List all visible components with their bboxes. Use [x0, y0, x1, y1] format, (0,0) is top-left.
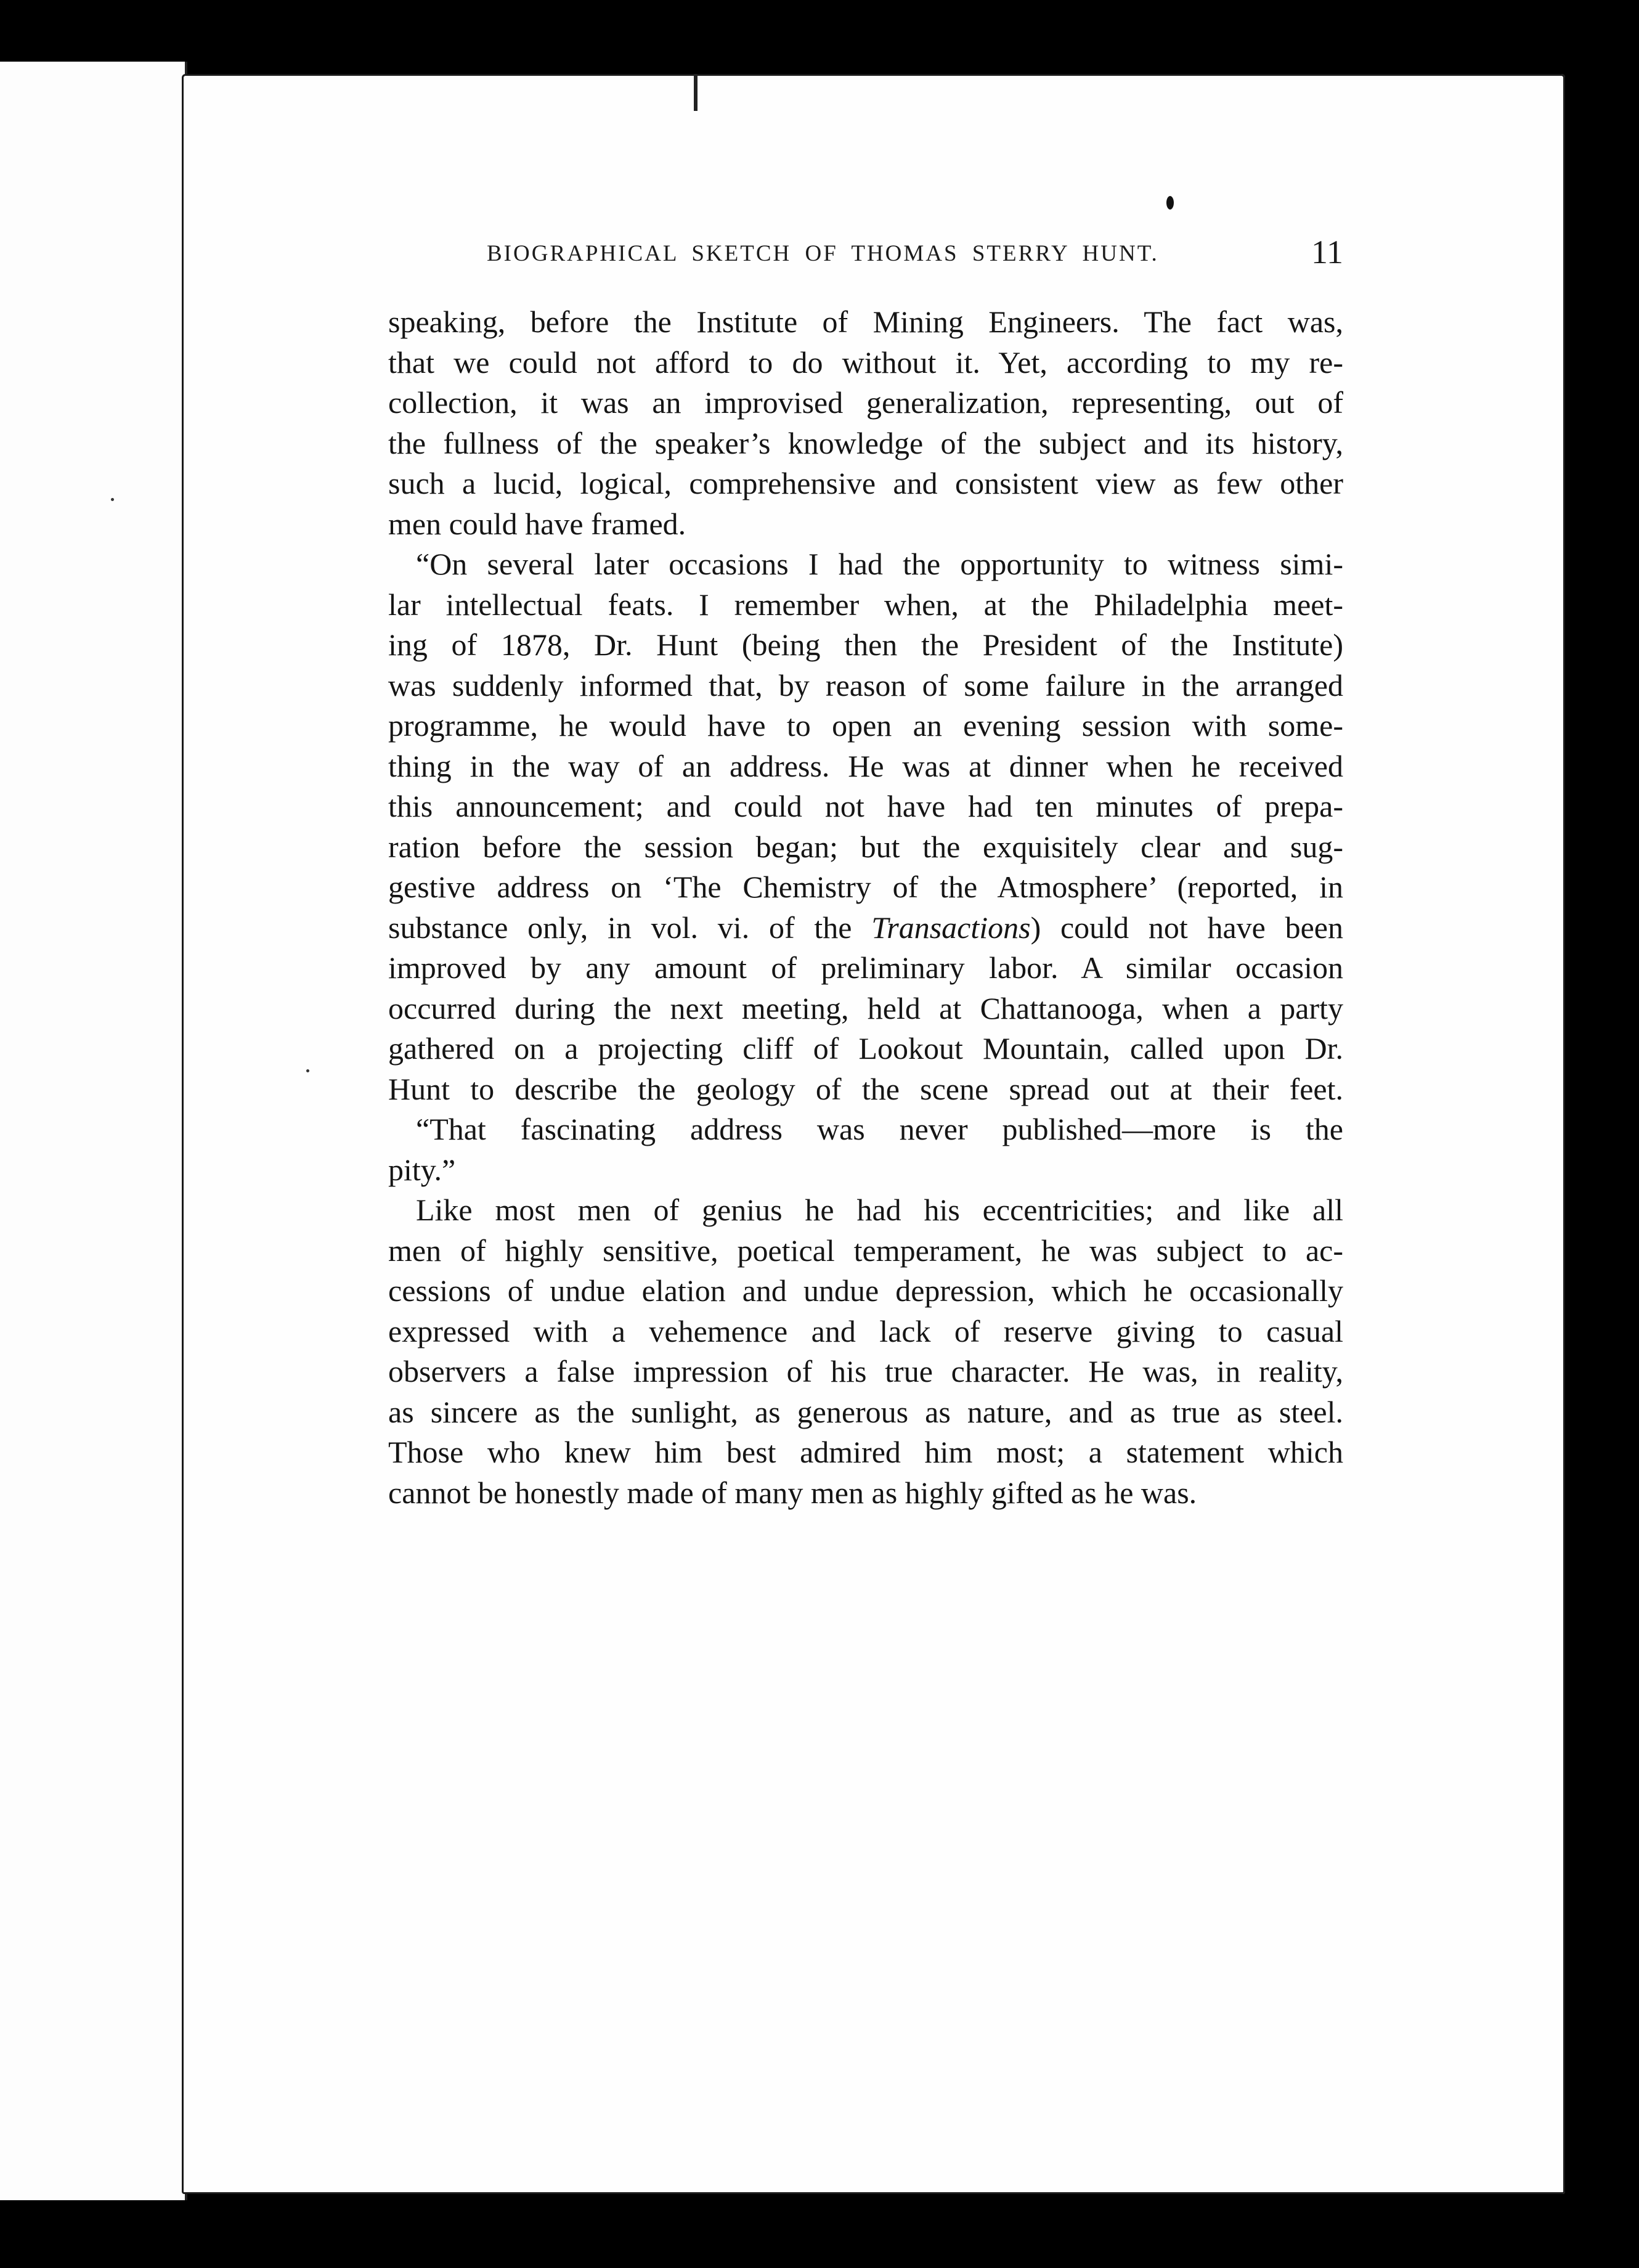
text-line: “On several later occasions I had the opportunity to witness simi- — [416, 547, 1343, 581]
text-line: Hunt to describe the geology of the scene spread out at their feet. — [388, 1071, 1343, 1106]
text-line: this announcement; and could not have had ten minutes of prepa- — [388, 789, 1343, 823]
previous-page-edge — [0, 62, 187, 2200]
speck-mark — [306, 1069, 309, 1072]
text-line: “That fascinating address was never published—more is the — [416, 1112, 1343, 1146]
text-line: as sincere as the sunlight, as generous as nature, and as true as steel. — [388, 1394, 1343, 1429]
page-header — [487, 233, 1343, 276]
text-line: programme, he would have to open an evening session with some- — [388, 708, 1343, 743]
text-line: such a lucid, logical, comprehensive and consistent view as few other — [388, 466, 1343, 500]
text-line: pity.” — [388, 1152, 456, 1187]
page-number: 11 — [1311, 234, 1343, 271]
text-line: men of highly sensitive, poetical temperament, he was subject to ac- — [388, 1233, 1343, 1268]
text-line: collection, it was an improvised generalization, representing, out of — [388, 385, 1343, 420]
text-line: substance only, in vol. vi. of the Transactions) could not have been — [388, 910, 1343, 945]
text-line: Like most men of genius he had his eccentricities; and like all — [416, 1193, 1343, 1227]
text-line: thing in the way of an address. He was at dinner when he received — [388, 748, 1343, 783]
text-line: the fullness of the speaker’s knowledge of the subject and its history, — [388, 425, 1343, 460]
text-line: was suddenly informed that, by reason of some failure in the arranged — [388, 667, 1343, 703]
body-text — [388, 302, 1343, 1513]
page-fold-mark — [694, 74, 697, 111]
text-line: speaking, before the Institute of Mining Engineers. The fact was, — [388, 304, 1343, 339]
text-line: cessions of undue elation and undue depression, which he occasionally — [388, 1273, 1343, 1308]
text-line: that we could not afford to do without it. Yet, according to my re- — [388, 345, 1343, 380]
text-line: gestive address on ‘The Chemistry of the Atmosphere’ (reported, in — [388, 870, 1343, 904]
text-line: Those who knew him best admired him most; a statement which — [388, 1435, 1343, 1469]
running-head: BIOGRAPHICAL SKETCH OF THOMAS STERRY HUNT. — [487, 241, 1159, 266]
text-line: expressed with a vehemence and lack of reserve giving to casual — [388, 1313, 1343, 1348]
ink-dot-mark — [1166, 196, 1174, 210]
text-line: cannot be honestly made of many men as highly gifted as he was. — [388, 1475, 1197, 1510]
text-line: ration before the session began; but the exquisitely clear and sug- — [388, 829, 1343, 864]
text-line: gathered on a projecting cliff of Lookout Mountain, called upon Dr. — [388, 1031, 1343, 1066]
text-line: men could have framed. — [388, 506, 686, 541]
text-line: improved by any amount of preliminary labor. A similar occasion — [388, 950, 1343, 985]
speck-mark — [111, 498, 114, 501]
text-line: occurred during the next meeting, held at Chattanooga, when a party — [388, 990, 1343, 1026]
text-line: lar intellectual feats. I remember when, at the Philadelphia meet- — [388, 587, 1343, 622]
text-line: observers a false impression of his true character. He was, in reality, — [388, 1354, 1343, 1389]
text-line: ing of 1878, Dr. Hunt (being then the President of the Institute) — [388, 627, 1343, 662]
